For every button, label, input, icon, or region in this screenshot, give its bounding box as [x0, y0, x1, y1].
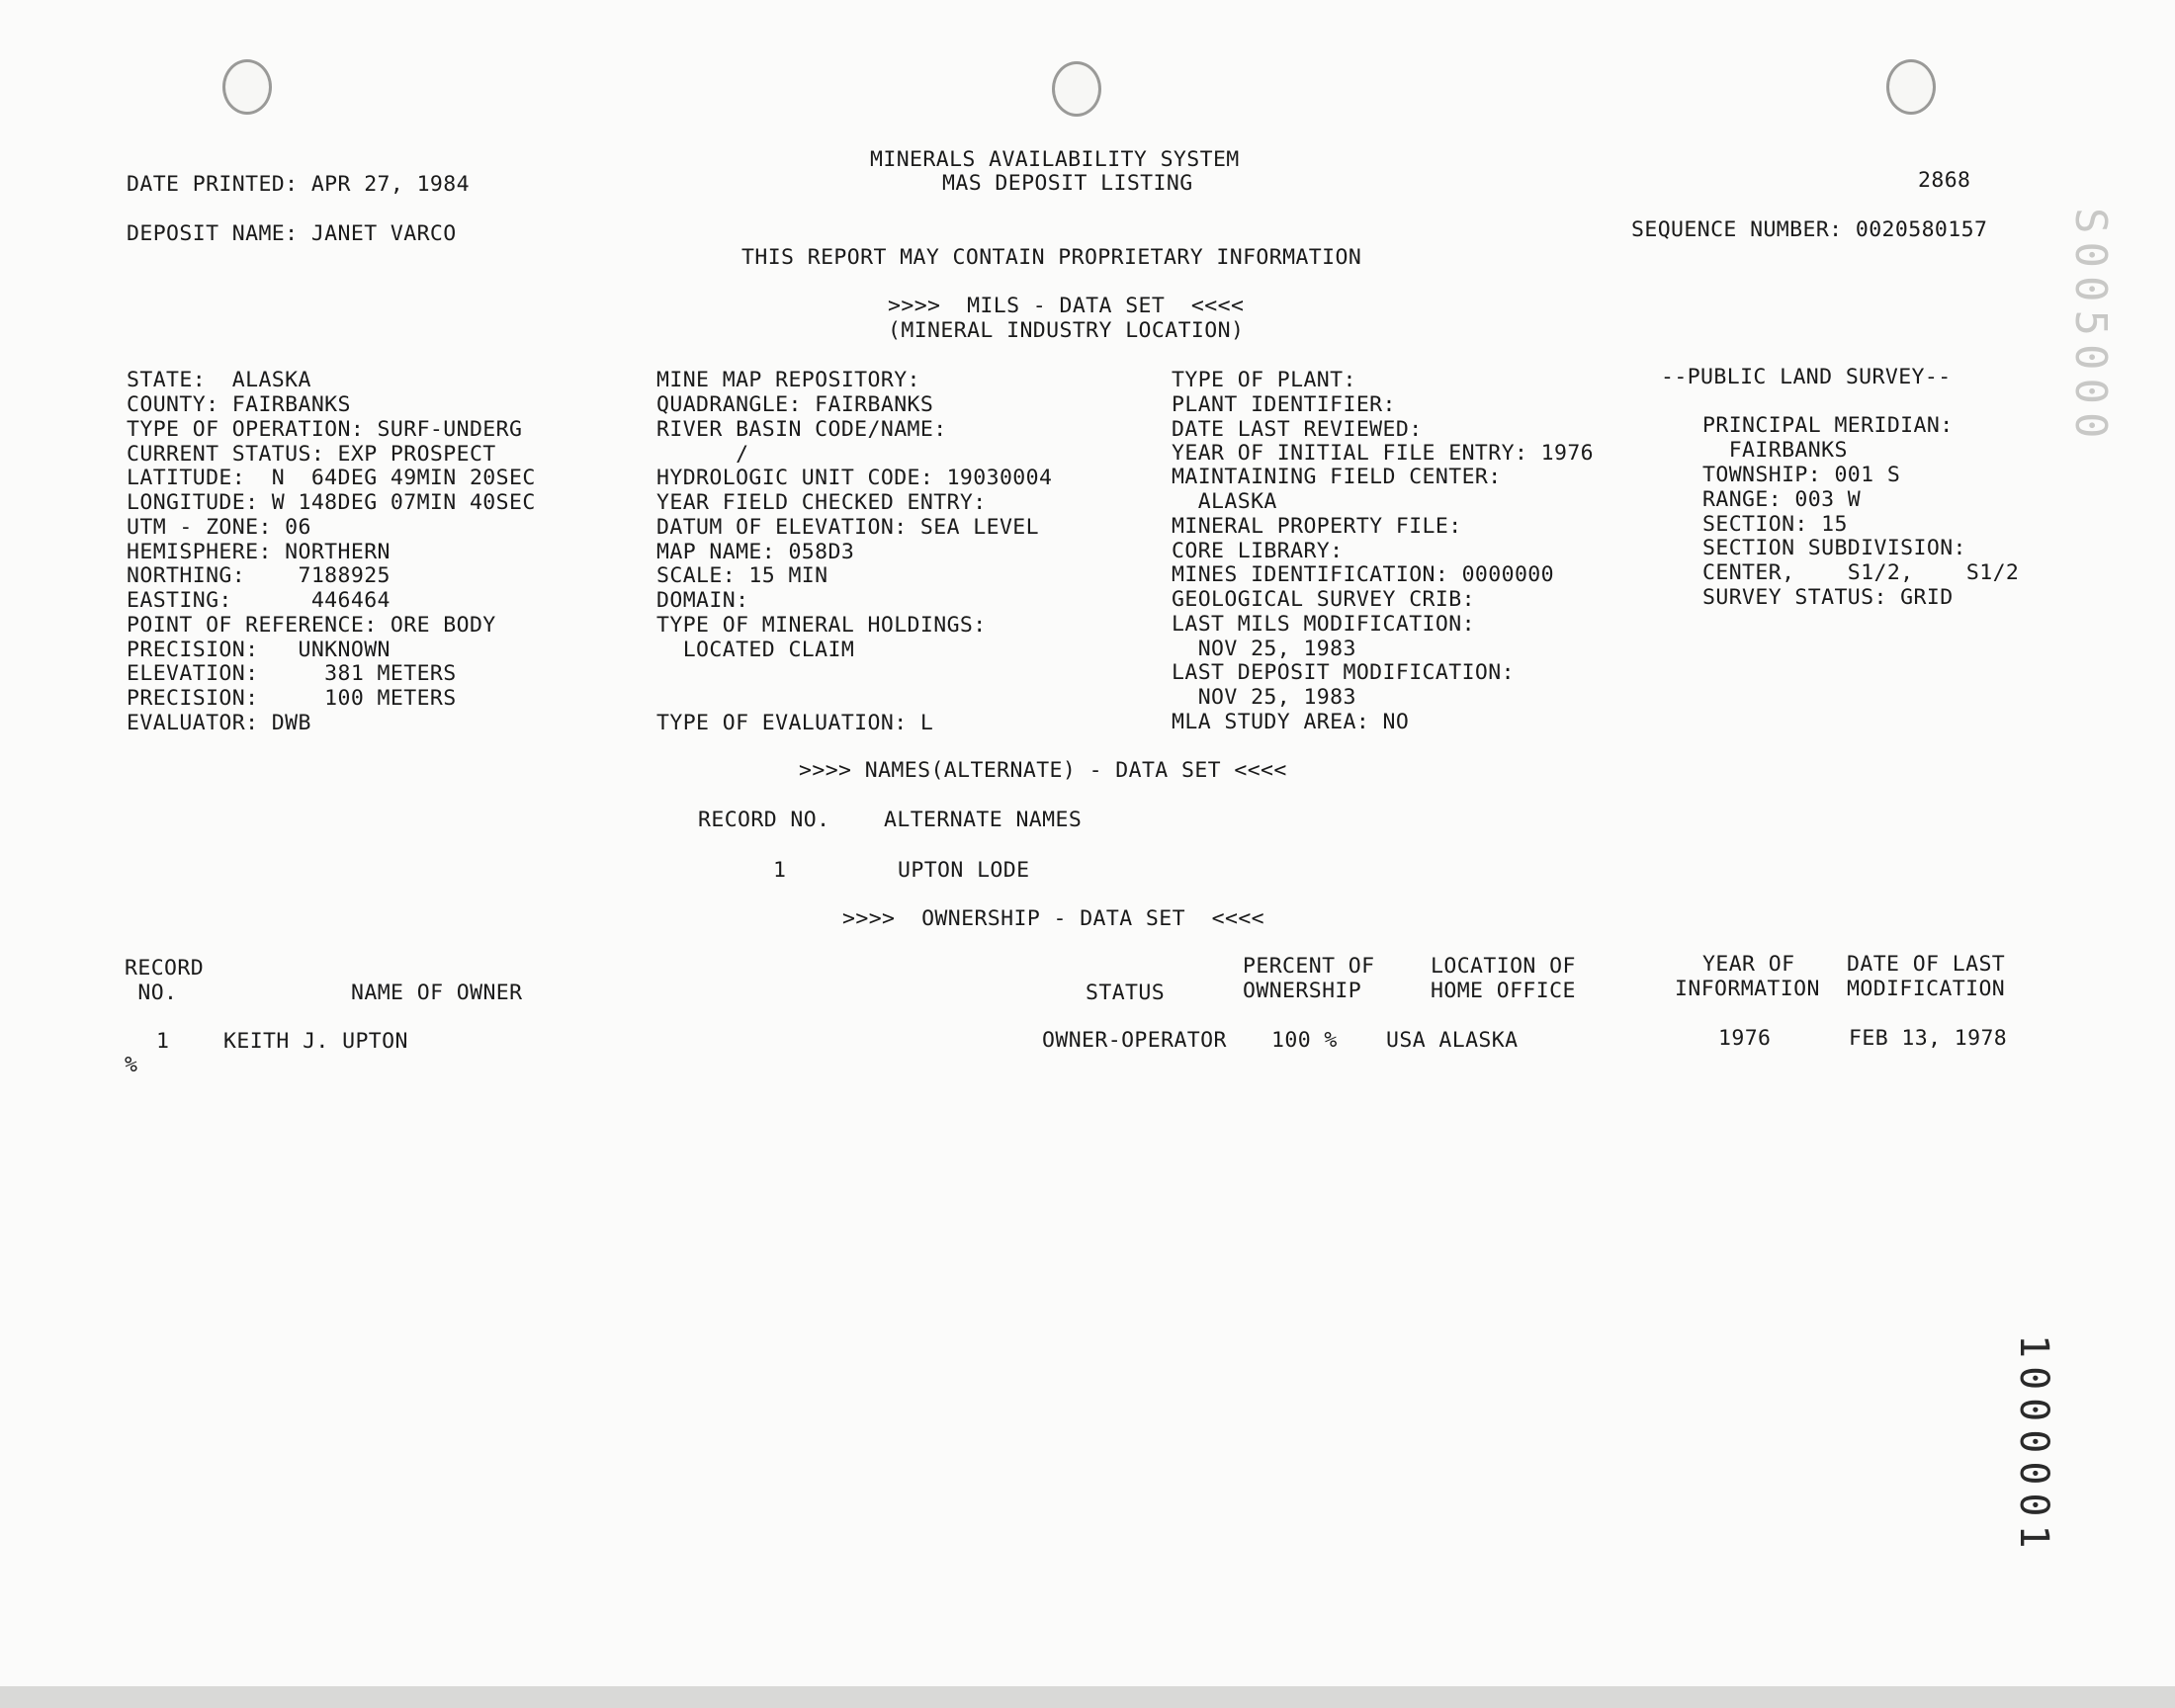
ownership-col-location: HOME OFFICE: [1431, 979, 1576, 1003]
date-printed: DATE PRINTED: APR 27, 1984: [127, 172, 470, 197]
land-survey-heading: --PUBLIC LAND SURVEY--: [1661, 365, 1952, 389]
mils-field: HEMISPHERE: NORTHERN: [127, 540, 391, 564]
page-number: 2868: [1918, 168, 1971, 193]
ownership-location: USA ALASKA: [1386, 1028, 1519, 1053]
end-of-record-mark: %: [125, 1053, 138, 1077]
mils-field: CURRENT STATUS: EXP PROSPECT: [127, 442, 496, 467]
mils-field: MINES IDENTIFICATION: 0000000: [1172, 562, 1554, 587]
ownership-date: FEB 13, 1978: [1849, 1026, 2008, 1051]
mils-field: PRECISION: 100 METERS: [127, 686, 457, 711]
mils-field: MAINTAINING FIELD CENTER:: [1172, 465, 1502, 489]
mils-subheading: (MINERAL INDUSTRY LOCATION): [888, 318, 1245, 343]
mils-field: YEAR FIELD CHECKED ENTRY:: [656, 490, 987, 515]
mils-field: LAST MILS MODIFICATION:: [1172, 612, 1475, 637]
mils-field: QUADRANGLE: FAIRBANKS: [656, 392, 934, 417]
mils-field: SCALE: 15 MIN: [656, 563, 828, 588]
mils-field: HYDROLOGIC UNIT CODE: 19030004: [656, 466, 1053, 490]
mils-field: STATE: ALASKA: [127, 368, 311, 392]
mils-field: ALASKA: [1172, 489, 1277, 514]
margin-stamp: 1000001: [2011, 1334, 2056, 1557]
mils-field: TYPE OF PLANT:: [1172, 368, 1356, 392]
ownership-status: OWNER-OPERATOR: [1042, 1028, 1227, 1053]
ownership-heading: >>>> OWNERSHIP - DATA SET <<<<: [842, 906, 1265, 931]
punch-hole-right: [1886, 59, 1936, 115]
ownership-percent: 100 %: [1271, 1028, 1338, 1053]
mils-field: TYPE OF MINERAL HOLDINGS:: [656, 613, 987, 638]
ownership-col-date: DATE OF LAST: [1847, 952, 2006, 977]
mils-field: MINE MAP REPOSITORY:: [656, 368, 920, 392]
mils-field: COUNTY: FAIRBANKS: [127, 392, 351, 417]
mils-field: TYPE OF OPERATION: SURF-UNDERG: [127, 417, 523, 442]
mils-field: NORTHING: 7188925: [127, 563, 391, 588]
mils-heading: >>>> MILS - DATA SET <<<<: [888, 294, 1245, 318]
ownership-col-year: YEAR OF: [1702, 952, 1795, 977]
mils-field: DOMAIN:: [656, 588, 749, 613]
deposit-name: DEPOSIT NAME: JANET VARCO: [127, 221, 457, 246]
mils-field: NOV 25, 1983: [1172, 685, 1356, 710]
mils-field: PRINCIPAL MERIDIAN:: [1702, 413, 1954, 438]
mils-field: TOWNSHIP: 001 S: [1702, 463, 1901, 487]
ownership-col-percent: OWNERSHIP: [1243, 979, 1362, 1003]
mils-field: TYPE OF EVALUATION: L: [656, 711, 934, 735]
mils-field: LAST DEPOSIT MODIFICATION:: [1172, 660, 1515, 685]
mils-field: ELEVATION: 381 METERS: [127, 661, 457, 686]
ownership-col-record: NO.: [125, 981, 178, 1005]
ownership-col-percent: PERCENT OF: [1243, 954, 1375, 979]
mils-field: EASTING: 446464: [127, 588, 391, 613]
mils-field: SURVEY STATUS: GRID: [1702, 585, 1954, 610]
mils-field: SECTION SUBDIVISION:: [1702, 536, 1966, 560]
mils-field: RIVER BASIN CODE/NAME:: [656, 417, 947, 442]
mils-field: /: [656, 442, 749, 467]
mils-field: FAIRBANKS: [1702, 438, 1848, 463]
mils-field: POINT OF REFERENCE: ORE BODY: [127, 613, 496, 638]
names-heading: >>>> NAMES(ALTERNATE) - DATA SET <<<<: [799, 758, 1287, 783]
ownership-col-owner: NAME OF OWNER: [351, 981, 523, 1005]
mils-field: LOCATED CLAIM: [656, 638, 855, 662]
ownership-record-number: 1: [156, 1029, 170, 1054]
mils-field: PRECISION: UNKNOWN: [127, 638, 391, 662]
mils-field: DATE LAST REVIEWED:: [1172, 417, 1423, 442]
mils-field: GEOLOGICAL SURVEY CRIB:: [1172, 587, 1475, 612]
mils-field: EVALUATOR: DWB: [127, 711, 311, 735]
ownership-year: 1976: [1718, 1026, 1772, 1051]
names-col-alternate: ALTERNATE NAMES: [884, 808, 1083, 832]
punch-hole-left: [222, 59, 272, 115]
scanner-edge: [0, 1686, 2175, 1708]
sequence-number: SEQUENCE NUMBER: 0020580157: [1631, 217, 1988, 242]
mils-field: MLA STUDY AREA: NO: [1172, 710, 1410, 734]
mils-field: PLANT IDENTIFIER:: [1172, 392, 1396, 417]
mils-field: LONGITUDE: W 148DEG 07MIN 40SEC: [127, 490, 536, 515]
mils-field: NOV 25, 1983: [1172, 637, 1356, 661]
mils-field: CORE LIBRARY:: [1172, 539, 1344, 563]
faint-margin-stamp: S005000: [2065, 208, 2116, 447]
report-subtitle: MAS DEPOSIT LISTING: [942, 171, 1193, 196]
mils-field: CENTER, S1/2, S1/2: [1702, 560, 2020, 585]
mils-field: SECTION: 15: [1702, 512, 1848, 537]
report-title: MINERALS AVAILABILITY SYSTEM: [870, 147, 1240, 172]
mils-field: UTM - ZONE: 06: [127, 515, 311, 540]
mils-field: RANGE: 003 W: [1702, 487, 1862, 512]
ownership-col-year: INFORMATION: [1675, 977, 1820, 1001]
names-col-record: RECORD NO.: [698, 808, 830, 832]
ownership-col-record: RECORD: [125, 956, 205, 981]
names-alternate-name: UPTON LODE: [898, 858, 1030, 883]
mils-field: YEAR OF INITIAL FILE ENTRY: 1976: [1172, 441, 1595, 466]
punch-hole-center: [1052, 61, 1101, 117]
ownership-col-date: MODIFICATION: [1847, 977, 2006, 1001]
mils-field: MAP NAME: 058D3: [656, 540, 855, 564]
proprietary-notice: THIS REPORT MAY CONTAIN PROPRIETARY INFORMATION: [741, 245, 1362, 270]
ownership-col-location: LOCATION OF: [1431, 954, 1576, 979]
mils-field: MINERAL PROPERTY FILE:: [1172, 514, 1462, 539]
mils-field: LATITUDE: N 64DEG 49MIN 20SEC: [127, 466, 536, 490]
ownership-col-status: STATUS: [1086, 981, 1166, 1005]
mils-field: DATUM OF ELEVATION: SEA LEVEL: [656, 515, 1039, 540]
ownership-owner-name: KEITH J. UPTON: [223, 1029, 408, 1054]
names-record-number: 1: [773, 858, 787, 883]
